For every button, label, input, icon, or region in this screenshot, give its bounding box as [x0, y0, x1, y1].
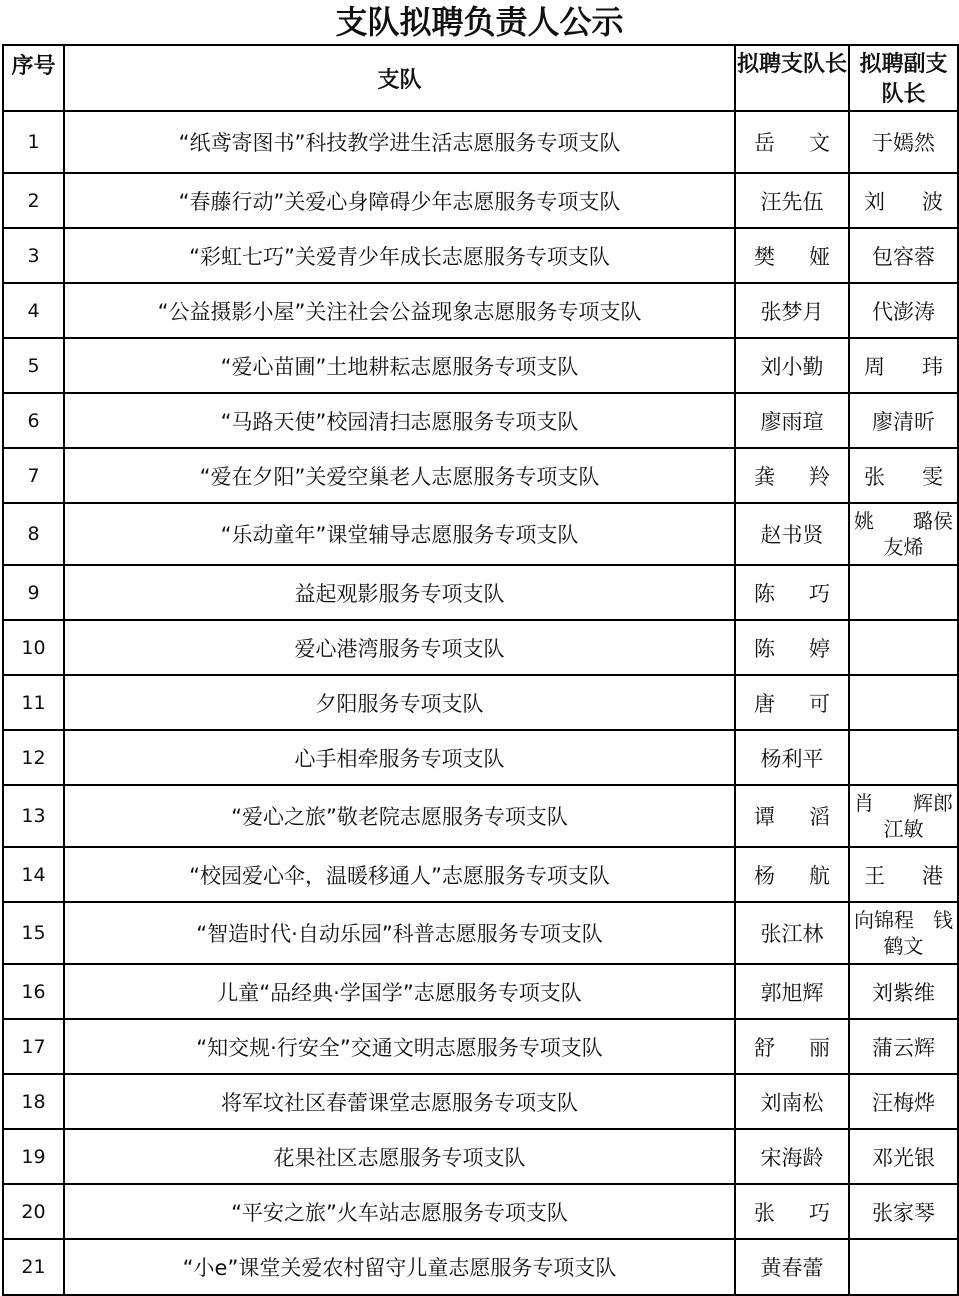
deputy-cell: [849, 785, 958, 847]
leader-cell: [735, 111, 849, 173]
row-number: 14: [3, 847, 64, 902]
table-row: [3, 283, 958, 338]
leader-name-part: 陈: [754, 636, 775, 661]
page-title: 支队拟聘负责人公示: [335, 3, 624, 41]
deputy-cell: [849, 338, 958, 393]
leader-name: [754, 127, 830, 157]
deputy-cell: [849, 1019, 958, 1074]
deputy-name-part: 璐侯: [913, 509, 953, 533]
leader-cell: [735, 1129, 849, 1184]
squad-name: “春藤行动”关爱心身障碍少年志愿服务专项支队: [64, 173, 735, 228]
squad-name: “校园爱心伞，温暖移通人”志愿服务专项支队: [64, 847, 735, 902]
leader-name: 张江林: [760, 922, 824, 946]
row-number: 4: [3, 283, 64, 338]
leader-name-part: 滔: [809, 805, 830, 829]
row-number: 19: [3, 1129, 64, 1184]
deputy-name: 代澎涛: [872, 299, 935, 324]
leader-cell: [735, 283, 849, 338]
deputy-line-1: [850, 907, 957, 933]
squad-name: 益起观影服务专项支队: [64, 565, 735, 620]
leader-name-part: 谭: [754, 805, 775, 829]
leader-name-part: 龚: [754, 464, 775, 489]
deputy-cell: [849, 503, 958, 565]
leader-cell: [735, 338, 849, 393]
leader-name: [754, 1032, 830, 1062]
leader-name: 赵书贤: [760, 523, 824, 547]
leader-name-part: 杨: [754, 863, 775, 888]
leader-name-part: 婷: [809, 636, 830, 661]
squad-name: “爱心苗圃”土地耕耘志愿服务专项支队: [64, 338, 735, 393]
squad-name: 夕阳服务专项支队: [64, 675, 735, 730]
deputy-name: [864, 461, 943, 491]
deputy-name-part: 港: [922, 863, 943, 888]
header-row: [3, 45, 958, 111]
row-number: 6: [3, 393, 64, 448]
deputy-name-part: 钱: [933, 908, 953, 932]
deputy-name: [864, 860, 943, 890]
deputy-cell: [849, 1129, 958, 1184]
table-row: [3, 338, 958, 393]
squad-name: “公益摄影小屋”关注社会公益现象志愿服务专项支队: [64, 283, 735, 338]
deputy-cell: [849, 228, 958, 283]
deputy-name: 邓光银: [872, 1145, 935, 1170]
table-row: [3, 902, 958, 964]
deputy-name-part: 姚: [854, 509, 874, 533]
leader-name-part: 羚: [809, 464, 830, 489]
row-number: 18: [3, 1074, 64, 1129]
deputy-cell: [849, 620, 958, 675]
row-number: 5: [3, 338, 64, 393]
leader-name: [754, 633, 830, 663]
row-number: 3: [3, 228, 64, 283]
deputy-name: 廖清昕: [872, 409, 935, 434]
squad-name: “爱心之旅”敬老院志愿服务专项支队: [64, 785, 735, 847]
header-deputy: 拟聘副支队长: [849, 45, 958, 111]
leader-name: 刘小勤: [760, 354, 824, 379]
deputy-cell: [849, 565, 958, 620]
table-row: [3, 1074, 958, 1129]
deputy-name-part: 波: [922, 189, 943, 214]
leader-cell: [735, 730, 849, 785]
leader-name: 黄春蕾: [760, 1256, 824, 1280]
leader-name: [754, 801, 830, 831]
leader-name: [754, 461, 830, 491]
table-row: [3, 111, 958, 173]
squad-name: “智造时代·自动乐园”科普志愿服务专项支队: [64, 902, 735, 964]
leader-name-part: 陈: [754, 581, 775, 606]
deputy-cell: [849, 173, 958, 228]
leader-name-part: 樊: [754, 244, 775, 269]
deputy-cell: [849, 675, 958, 730]
row-number: 21: [3, 1239, 64, 1295]
leader-cell: [735, 1184, 849, 1239]
deputy-name: 包容蓉: [872, 244, 935, 269]
deputy-name-part: 辉郎: [913, 791, 953, 815]
squad-name: 花果社区志愿服务专项支队: [64, 1129, 735, 1184]
leader-name-part: 岳: [754, 131, 775, 155]
deputy-line-2: 友烯: [883, 535, 924, 559]
deputy-cell: [849, 111, 958, 173]
leader-cell: [735, 228, 849, 283]
table-row: [3, 173, 958, 228]
leader-name: [754, 578, 830, 608]
header-no: 序号: [3, 45, 64, 111]
leader-name: 张梦月: [760, 299, 824, 324]
squad-name: “小e”课堂关爱农村留守儿童志愿服务专项支队: [64, 1239, 735, 1295]
header-name: 支队: [64, 45, 735, 111]
leader-cell: [735, 847, 849, 902]
deputy-names: [850, 790, 957, 842]
leader-name-part: 唐: [754, 691, 775, 716]
deputy-names: [850, 508, 957, 560]
table-row: [3, 1019, 958, 1074]
table-row: [3, 847, 958, 902]
table-row: [3, 503, 958, 565]
squad-name: “平安之旅”火车站志愿服务专项支队: [64, 1184, 735, 1239]
deputy-name: 蒲云辉: [872, 1035, 935, 1060]
squad-name: “彩虹七巧”关爱青少年成长志愿服务专项支队: [64, 228, 735, 283]
deputy-cell: [849, 1184, 958, 1239]
squad-name: “马路天使”校园清扫志愿服务专项支队: [64, 393, 735, 448]
deputy-name: [864, 186, 943, 216]
squad-name: “知交规·行安全”交通文明志愿服务专项支队: [64, 1019, 735, 1074]
leader-cell: [735, 1019, 849, 1074]
leader-name-part: 丽: [809, 1035, 830, 1060]
row-number: 20: [3, 1184, 64, 1239]
deputy-line-2: 鹤文: [883, 934, 924, 958]
row-number: 1: [3, 111, 64, 173]
row-number: 15: [3, 902, 64, 964]
leader-cell: [735, 785, 849, 847]
deputy-name-part: 刘: [864, 189, 885, 214]
deputy-cell: [849, 964, 958, 1019]
deputy-cell: [849, 730, 958, 785]
table-row: [3, 1129, 958, 1184]
table-row: [3, 785, 958, 847]
table-row: [3, 620, 958, 675]
leader-name: [754, 1197, 830, 1227]
deputy-cell: [849, 902, 958, 964]
deputy-name: 于嫣然: [872, 131, 935, 155]
leader-cell: [735, 964, 849, 1019]
table-row: [3, 964, 958, 1019]
leader-cell: [735, 173, 849, 228]
row-number: 7: [3, 448, 64, 503]
squad-name: 爱心港湾服务专项支队: [64, 620, 735, 675]
deputy-name-part: 玮: [922, 354, 943, 379]
deputy-line-1: [850, 790, 957, 816]
leader-cell: [735, 675, 849, 730]
table-row: [3, 1184, 958, 1239]
deputy-name-part: 王: [864, 863, 885, 888]
deputy-name: 汪梅烨: [872, 1090, 935, 1115]
row-number: 9: [3, 565, 64, 620]
table-row: [3, 675, 958, 730]
deputy-cell: [849, 283, 958, 338]
table-row: [3, 565, 958, 620]
leader-name: [754, 688, 830, 718]
leader-name-part: 巧: [809, 581, 830, 606]
leader-cell: [735, 902, 849, 964]
leader-name-part: 舒: [754, 1035, 775, 1060]
leader-name-part: 巧: [809, 1200, 830, 1225]
table-row: [3, 448, 958, 503]
leader-name: 汪先伍: [760, 189, 824, 214]
row-number: 16: [3, 964, 64, 1019]
leader-name: 杨利平: [760, 746, 824, 771]
deputy-line-1: [850, 508, 957, 534]
leader-name: [754, 241, 830, 271]
leader-name-part: 可: [809, 691, 830, 716]
leader-name-part: 航: [809, 863, 830, 888]
row-number: 2: [3, 173, 64, 228]
leader-name: 廖雨瑄: [760, 409, 824, 434]
leader-name-part: 娅: [809, 244, 830, 269]
deputy-name-part: 周: [864, 354, 885, 379]
deputy-cell: [849, 1074, 958, 1129]
deputy-name-part: 张: [864, 464, 885, 489]
deputy-name: 张家琴: [872, 1200, 935, 1225]
deputy-name-part: 向锦程: [854, 908, 914, 932]
row-number: 8: [3, 503, 64, 565]
deputy-name-part: 肖: [854, 791, 874, 815]
leader-cell: [735, 565, 849, 620]
table-row: [3, 228, 958, 283]
squad-name: “乐动童年”课堂辅导志愿服务专项支队: [64, 503, 735, 565]
deputy-names: [850, 907, 957, 959]
table-row: [3, 1239, 958, 1295]
table-row: [3, 730, 958, 785]
row-number: 10: [3, 620, 64, 675]
leader-cell: [735, 1239, 849, 1295]
deputy-cell: [849, 847, 958, 902]
leader-cell: [735, 503, 849, 565]
squad-name: 心手相牵服务专项支队: [64, 730, 735, 785]
deputy-name: 刘紫维: [872, 980, 935, 1005]
row-number: 11: [3, 675, 64, 730]
deputy-name-part: 雯: [922, 464, 943, 489]
leader-name: 刘南松: [760, 1090, 824, 1115]
row-number: 12: [3, 730, 64, 785]
leader-name-part: 张: [754, 1200, 775, 1225]
header-leader: 拟聘支队长: [735, 45, 849, 111]
leader-cell: [735, 1074, 849, 1129]
leader-name: 郭旭辉: [760, 980, 824, 1005]
squad-name: 将军坟社区春蕾课堂志愿服务专项支队: [64, 1074, 735, 1129]
squad-name: “纸鸢寄图书”科技教学进生活志愿服务专项支队: [64, 111, 735, 173]
roster-table: [2, 44, 959, 1296]
leader-cell: [735, 393, 849, 448]
table-body: [3, 111, 958, 1295]
leader-name-part: 文: [809, 131, 830, 155]
leader-cell: [735, 620, 849, 675]
leader-name: [754, 860, 830, 890]
deputy-cell: [849, 1239, 958, 1295]
row-number: 17: [3, 1019, 64, 1074]
deputy-line-2: 江敏: [883, 817, 924, 841]
deputy-name: [864, 351, 943, 381]
row-number: 13: [3, 785, 64, 847]
leader-name: 宋海龄: [760, 1145, 824, 1170]
squad-name: “爱在夕阳”关爱空巢老人志愿服务专项支队: [64, 448, 735, 503]
squad-name: 儿童“品经典·学国学”志愿服务专项支队: [64, 964, 735, 1019]
leader-cell: [735, 448, 849, 503]
table-row: [3, 393, 958, 448]
deputy-cell: [849, 448, 958, 503]
deputy-cell: [849, 393, 958, 448]
